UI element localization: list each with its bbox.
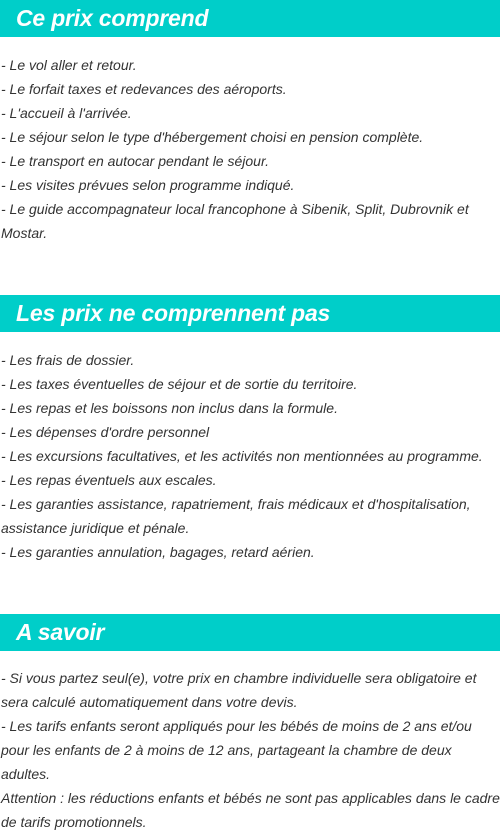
list-item: - L'accueil à l'arrivée. — [1, 105, 132, 121]
list-item: - Le guide accompagnateur local francophone à Sibenik, Split, Dubrovnik et Mostar. — [1, 201, 469, 241]
list-item: - Les repas et les boissons non inclus dans la formule. — [1, 400, 338, 416]
list-item: - Le transport en autocar pendant le séjour. — [1, 153, 269, 169]
list-item: Attention : les réductions enfants et bébés ne sont pas applicables dans le cadre de tarifs promotionnels. — [1, 790, 500, 830]
price-excludes-list — [0, 348, 500, 564]
list-item: - Les frais de dossier. — [1, 352, 135, 368]
list-item: - Si vous partez seul(e), votre prix en chambre individuelle sera obligatoire et sera calculé automatiquement dans votre devis. — [1, 670, 477, 710]
price-includes-list — [0, 53, 500, 245]
section-title-price-includes: Ce prix comprend — [0, 0, 500, 37]
list-item: - Le vol aller et retour. — [1, 57, 137, 73]
list-item: - Le forfait taxes et redevances des aéroports. — [1, 81, 287, 97]
list-item: - Les repas éventuels aux escales. — [1, 472, 217, 488]
list-item: - Les garanties annulation, bagages, retard aérien. — [1, 544, 315, 560]
good-to-know-list — [0, 666, 500, 834]
list-item: - Les excursions facultatives, et les activités non mentionnées au programme. — [1, 448, 483, 464]
list-item: - Les dépenses d'ordre personnel — [1, 424, 210, 440]
list-item: - Le séjour selon le type d'hébergement choisi en pension complète. — [1, 129, 424, 145]
list-item: - Les garanties assistance, rapatriement, frais médicaux et d'hospitalisation, assistance juridique et pénale. — [1, 496, 471, 536]
section-title-price-excludes: Les prix ne comprennent pas — [0, 295, 500, 332]
section-title-good-to-know: A savoir — [0, 614, 500, 651]
list-item: - Les tarifs enfants seront appliqués pour les bébés de moins de 2 ans et/ou pour les enfants de 2 à moins de 12 ans, partageant la chambre de deux adultes. — [1, 718, 472, 782]
list-item: - Les visites prévues selon programme indiqué. — [1, 177, 295, 193]
list-item: - Les taxes éventuelles de séjour et de sortie du territoire. — [1, 376, 358, 392]
